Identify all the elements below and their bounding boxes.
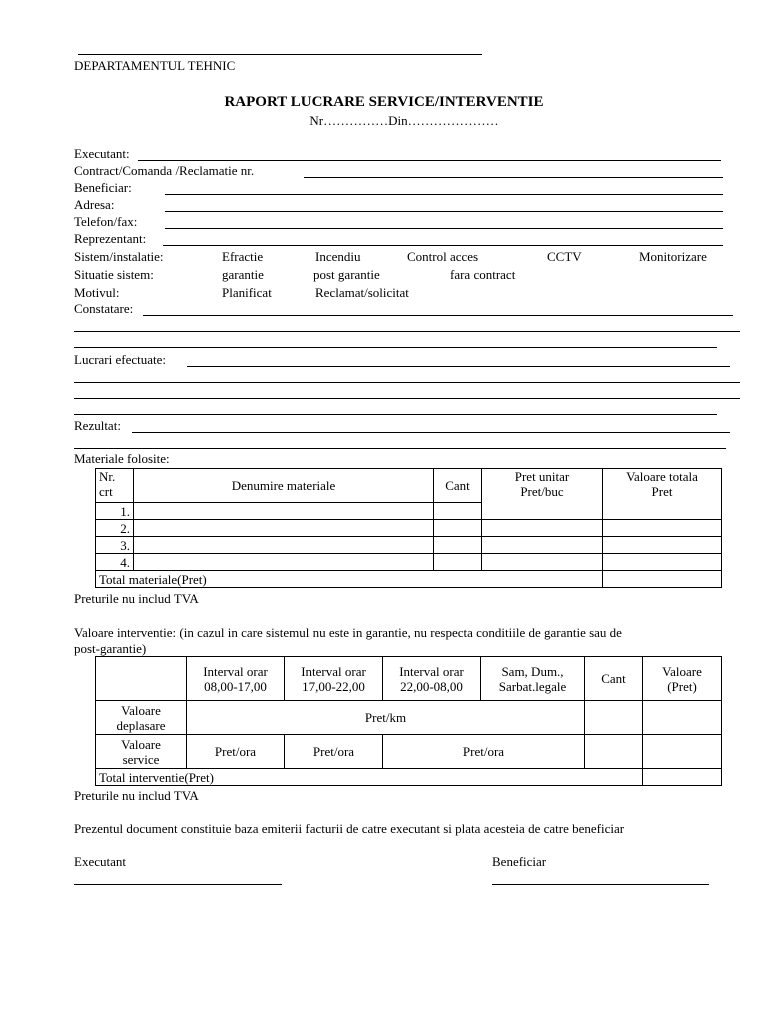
header-interval-night-hours: 22,00-08,00	[400, 678, 463, 694]
material-unit-price-cell[interactable]	[482, 520, 603, 537]
header-pret-buc: Pret/buc	[520, 484, 564, 499]
adresa-field[interactable]	[165, 211, 723, 212]
header-weekend-days: Sam, Dum.,	[501, 663, 564, 679]
travel-label-line2: deplasare	[116, 717, 166, 733]
material-total-cell[interactable]	[603, 520, 722, 537]
material-unit-price-cell[interactable]	[482, 554, 603, 571]
service-rate-evening[interactable]: Pret/ora	[285, 735, 383, 769]
materials-label: Materiale folosite:	[74, 451, 170, 466]
header-intervention-cant: Cant	[585, 657, 643, 701]
row-number: 1.	[96, 503, 134, 520]
telefon-field[interactable]	[165, 228, 723, 229]
service-qty-cell[interactable]	[585, 735, 643, 769]
system-option-incendiu[interactable]: Incendiu	[315, 249, 361, 264]
beneficiar-field[interactable]	[165, 194, 723, 195]
header-pret-unitar-text: Pret unitar	[514, 469, 570, 484]
materials-total-value[interactable]	[603, 571, 722, 588]
constatare-field-2[interactable]	[74, 331, 740, 332]
reprezentant-label: Reprezentant:	[74, 231, 147, 246]
lucrari-field-3[interactable]	[74, 398, 740, 399]
header-intervention-valoare	[643, 657, 722, 701]
travel-qty-cell[interactable]	[585, 701, 643, 735]
travel-value-cell[interactable]	[643, 701, 722, 735]
material-total-cell[interactable]	[603, 537, 722, 554]
header-interval-night	[383, 657, 481, 701]
intervention-total-label: Total interventie(Pret)	[96, 769, 643, 786]
row-number: 4.	[96, 554, 134, 571]
header-interval-day-title: Interval orar	[203, 663, 268, 679]
beneficiar-label: Beneficiar:	[74, 180, 132, 195]
rezultat-field-2[interactable]	[74, 448, 726, 449]
header-denumire: Denumire materiale	[134, 469, 434, 503]
system-option-efractie[interactable]: Efractie	[222, 249, 264, 264]
reason-option-reclamat[interactable]: Reclamat/solicitat	[315, 285, 409, 300]
motivul-label: Motivul:	[74, 285, 120, 300]
beneficiar-signature-line[interactable]	[492, 884, 709, 885]
intervention-total-value[interactable]	[643, 769, 722, 786]
header-valoare-totala-text: Valoare totala	[626, 469, 698, 484]
reprezentant-field[interactable]	[163, 245, 723, 246]
header-cant: Cant	[434, 469, 482, 503]
table-row	[96, 537, 722, 554]
intervention-table	[95, 656, 722, 786]
constatare-field-1[interactable]	[143, 315, 733, 316]
intervention-label-cont: post-garantie)	[74, 641, 147, 656]
header-weekend-holidays: Sarbat.legale	[498, 678, 567, 694]
report-title: RAPORT LUCRARE SERVICE/INTERVENTIE	[224, 94, 544, 110]
header-pret: Pret	[651, 484, 673, 499]
beneficiar-signature-label: Beneficiar	[492, 854, 547, 869]
system-option-control-acces[interactable]: Control acces	[407, 249, 479, 264]
materials-table	[95, 468, 722, 588]
system-option-cctv[interactable]: CCTV	[547, 249, 582, 264]
header-interval-day-hours: 08,00-17,00	[204, 678, 267, 694]
material-qty-cell[interactable]	[434, 520, 482, 537]
sistem-label: Sistem/instalatie:	[74, 249, 164, 264]
status-option-post-garantie[interactable]: post garantie	[313, 267, 380, 282]
header-intervention-pret: (Pret)	[667, 678, 697, 694]
executant-label: Executant:	[74, 146, 130, 161]
service-rate-night[interactable]: Pret/ora	[383, 735, 585, 769]
service-label-line1: Valoare	[121, 736, 161, 752]
header-weekend	[481, 657, 585, 701]
header-intervention-valoare-text: Valoare	[662, 663, 702, 679]
report-number-line: Nr……………Din…………………	[309, 113, 499, 128]
lucrari-label: Lucrari efectuate:	[74, 352, 167, 367]
lucrari-field-4[interactable]	[74, 414, 717, 415]
system-option-monitorizare[interactable]: Monitorizare	[639, 249, 707, 264]
situatie-label: Situatie sistem:	[74, 267, 154, 282]
material-name-cell[interactable]	[134, 554, 434, 571]
material-qty-cell[interactable]	[434, 537, 482, 554]
material-name-cell[interactable]	[134, 503, 434, 520]
materials-total-row	[96, 571, 722, 588]
adresa-label: Adresa:	[74, 197, 115, 212]
contract-label: Contract/Comanda /Reclamatie nr.	[74, 163, 255, 178]
header-crt: crt	[99, 484, 113, 499]
contract-field[interactable]	[304, 177, 723, 178]
travel-unit-cell[interactable]: Pret/km	[187, 701, 585, 735]
travel-row	[96, 701, 722, 735]
material-unit-price-cell[interactable]	[482, 537, 603, 554]
row-number: 2.	[96, 520, 134, 537]
material-qty-cell[interactable]	[434, 503, 482, 520]
executant-signature-label: Executant	[74, 854, 126, 869]
department-name: DEPARTAMENTUL TEHNIC	[74, 58, 236, 73]
material-name-cell[interactable]	[134, 520, 434, 537]
lucrari-field-2[interactable]	[74, 382, 740, 383]
rezultat-field-1[interactable]	[132, 432, 730, 433]
material-total-cell[interactable]	[603, 554, 722, 571]
constatare-field-3[interactable]	[74, 347, 717, 348]
intervention-vat-note: Preturile nu includ TVA	[74, 788, 199, 803]
service-label-line2: service	[122, 751, 160, 767]
table-row	[96, 520, 722, 537]
material-qty-cell[interactable]	[434, 554, 482, 571]
footer-statement: Prezentul document constituie baza emiterii facturii de catre executant si plata acesteia de catre beneficiar	[74, 821, 625, 836]
header-nr-crt	[96, 469, 134, 503]
materials-vat-note: Preturile nu includ TVA	[74, 591, 199, 606]
materials-total-label: Total materiale(Pret)	[96, 571, 603, 588]
executant-signature-line[interactable]	[74, 884, 282, 885]
travel-label-line1: Valoare	[121, 702, 161, 718]
table-row	[96, 554, 722, 571]
material-name-cell[interactable]	[134, 537, 434, 554]
row-number: 3.	[96, 537, 134, 554]
executant-field[interactable]	[138, 160, 721, 161]
travel-label	[96, 701, 187, 735]
header-interval-evening	[285, 657, 383, 701]
header-pret-unitar	[482, 469, 603, 520]
header-interval-day	[187, 657, 285, 701]
service-rate-day[interactable]: Pret/ora	[187, 735, 285, 769]
lucrari-field-1[interactable]	[187, 366, 730, 367]
intervention-header-blank	[96, 657, 187, 701]
service-row	[96, 735, 722, 769]
intervention-total-row	[96, 769, 722, 786]
status-option-garantie[interactable]: garantie	[222, 267, 264, 282]
status-option-fara-contract[interactable]: fara contract	[450, 267, 516, 282]
rezultat-label: Rezultat:	[74, 418, 121, 433]
service-value-cell[interactable]	[643, 735, 722, 769]
constatare-label: Constatare:	[74, 301, 134, 316]
header-nr: Nr.	[99, 469, 116, 484]
service-label	[96, 735, 187, 769]
department-signature-line	[78, 54, 482, 55]
header-interval-evening-hours: 17,00-22,00	[302, 678, 365, 694]
intervention-label: Valoare interventie: (in cazul in care sistemul nu este in garantie, nu respecta conditiile de garantie sau de	[74, 625, 622, 640]
telefon-label: Telefon/fax:	[74, 214, 138, 229]
header-interval-night-title: Interval orar	[399, 663, 464, 679]
reason-option-planificat[interactable]: Planificat	[222, 285, 272, 300]
header-interval-evening-title: Interval orar	[301, 663, 366, 679]
header-valoare-totala	[603, 469, 722, 520]
